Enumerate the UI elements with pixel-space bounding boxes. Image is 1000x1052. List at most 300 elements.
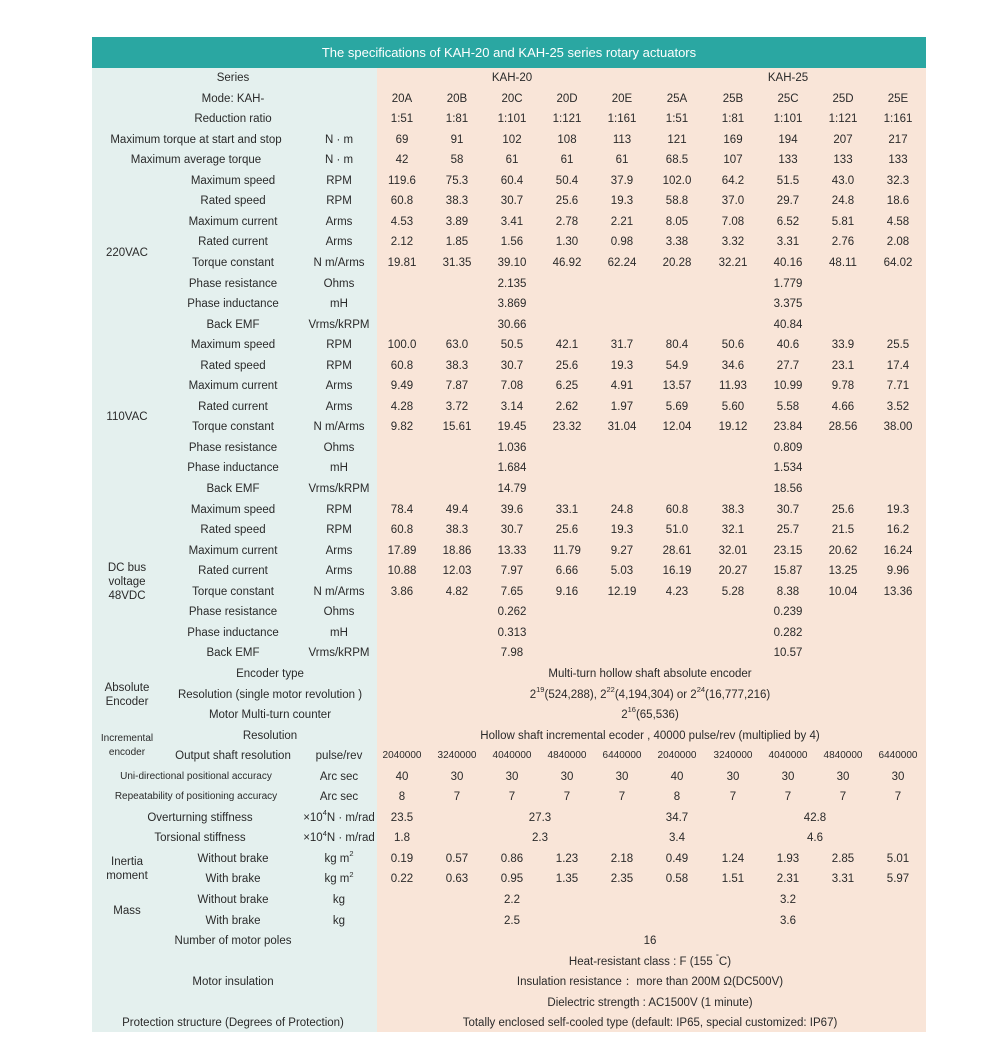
value-cell: 38.00 xyxy=(883,421,913,434)
value-cell: 1.23 xyxy=(555,852,579,865)
value-cell: 13.33 xyxy=(497,544,527,557)
value-cell: 0.809 xyxy=(773,441,803,454)
value-cell: 1.534 xyxy=(773,462,803,475)
value-cell: 2.76 xyxy=(831,236,855,249)
value-cell: 24.8 xyxy=(610,503,634,516)
unit-cell: RPM xyxy=(326,524,352,537)
value-cell: 3.31 xyxy=(776,236,800,249)
value-cell: 19.81 xyxy=(387,256,417,269)
param-label: Maximum current xyxy=(188,544,278,557)
value-cell: 19.3 xyxy=(610,195,634,208)
value-cell: 7.08 xyxy=(721,215,745,228)
param-label: Without brake xyxy=(197,852,269,865)
value-cell: 64.2 xyxy=(721,174,745,187)
heat-class-value xyxy=(490,952,810,972)
value-cell: 30 xyxy=(836,770,850,783)
value-cell: 1.779 xyxy=(773,277,803,290)
value-cell: 51.5 xyxy=(776,174,800,187)
spec-table xyxy=(92,37,926,1032)
value-cell: 19.3 xyxy=(886,503,910,516)
value-cell: 25.6 xyxy=(555,359,579,372)
value-cell: 15.61 xyxy=(442,421,472,434)
value-cell: 4.66 xyxy=(831,400,855,413)
value-cell: 100.0 xyxy=(387,339,417,352)
value-cell: 21.5 xyxy=(831,524,855,537)
exponent: 4 xyxy=(322,828,327,838)
model-name: 25C xyxy=(777,92,799,105)
param-label: Torque constant xyxy=(192,421,274,434)
value-cell: 7.98 xyxy=(500,647,524,660)
param-label: Back EMF xyxy=(206,318,260,331)
unit-cell: Arms xyxy=(325,236,353,249)
value-cell: 3.86 xyxy=(390,585,414,598)
value-cell: 34.7 xyxy=(665,811,689,824)
value-cell: 30 xyxy=(781,770,795,783)
value-cell: 1.036 xyxy=(497,441,527,454)
value-cell: 60.8 xyxy=(390,359,414,372)
value-cell: 2040000 xyxy=(382,750,422,762)
value-cell: 30 xyxy=(450,770,464,783)
value-cell: 3.52 xyxy=(886,400,910,413)
value-cell: 4.6 xyxy=(807,832,823,845)
absolute-encoder-label: Absolute Encoder xyxy=(104,681,150,708)
value-cell: 217 xyxy=(888,133,908,146)
value-cell: 38.3 xyxy=(445,195,469,208)
text-part: (16,777,216) xyxy=(705,688,771,701)
stiffness-label: Torsional stiffness xyxy=(154,832,246,845)
value-cell: 2.62 xyxy=(555,400,579,413)
param-label: Phase inductance xyxy=(187,298,279,311)
value-cell: 61 xyxy=(615,154,629,167)
torque-label: Maximum torque at start and stop xyxy=(110,133,282,146)
unit-cell: Ohms xyxy=(323,441,355,454)
exponent: 16 xyxy=(627,705,636,715)
value-cell: 19.12 xyxy=(718,421,748,434)
value-cell: 42 xyxy=(395,154,409,167)
value-cell: 0.95 xyxy=(500,873,524,886)
value-cell: 113 xyxy=(612,133,632,146)
value-cell: 68.5 xyxy=(665,154,689,167)
value-cell: 25.5 xyxy=(886,339,910,352)
value-cell: 9.96 xyxy=(886,565,910,578)
value-cell: 5.28 xyxy=(721,585,745,598)
value-cell: 5.01 xyxy=(886,852,910,865)
value-cell: 2.31 xyxy=(776,873,800,886)
stiffness-label: Overturning stiffness xyxy=(147,811,253,824)
value-cell: 6.52 xyxy=(776,215,800,228)
motor-insulation-label: Motor insulation xyxy=(192,976,274,989)
value-cell: 1.24 xyxy=(721,852,745,865)
value-cell: 3.31 xyxy=(831,873,855,886)
unit-cell: RPM xyxy=(326,174,352,187)
model-name: 25E xyxy=(887,92,909,105)
value-cell: 42.8 xyxy=(803,811,827,824)
value-cell: 49.4 xyxy=(445,503,469,516)
value-cell: 25.7 xyxy=(776,524,800,537)
value-cell: 15.87 xyxy=(773,565,803,578)
value-cell: 13.36 xyxy=(883,585,913,598)
value-cell: 30.7 xyxy=(500,524,524,537)
value-cell: 133 xyxy=(833,154,853,167)
value-cell: 4.23 xyxy=(665,585,689,598)
value-cell: 0.63 xyxy=(445,873,469,886)
param-label: Phase inductance xyxy=(187,462,279,475)
value-cell: 25.6 xyxy=(555,195,579,208)
value-cell: 2.21 xyxy=(610,215,634,228)
text-part: 2 xyxy=(621,709,628,722)
value-cell: 40 xyxy=(395,770,409,783)
value-cell: 3.4 xyxy=(669,832,685,845)
value-cell: 48.11 xyxy=(829,256,857,269)
encoder-resolution-label: Resolution (single motor revolution ) xyxy=(177,688,363,701)
param-label: Rated speed xyxy=(200,524,266,537)
text-part: ×10 xyxy=(303,832,323,845)
value-cell: 7 xyxy=(839,791,847,804)
param-label: Phase resistance xyxy=(188,606,278,619)
unit-cell: Arms xyxy=(325,215,353,228)
value-cell: 7.87 xyxy=(445,380,469,393)
unit-cell xyxy=(304,849,374,869)
value-cell: 7 xyxy=(729,791,737,804)
output-resolution-label: Output shaft resolution xyxy=(175,750,291,763)
value-cell: 5.69 xyxy=(665,400,689,413)
param-label: Rated speed xyxy=(200,359,266,372)
value-cell: 2.135 xyxy=(497,277,527,290)
value-cell: 2.35 xyxy=(610,873,634,886)
value-cell: 30 xyxy=(505,770,519,783)
unit-cell: kg xyxy=(332,894,346,906)
value-cell: 40.16 xyxy=(773,256,803,269)
mass-label: Mass xyxy=(113,904,141,917)
value-cell: 14.79 xyxy=(497,483,527,495)
model-name: 20E xyxy=(611,92,633,105)
exponent: 2 xyxy=(349,849,354,859)
value-cell: 20.62 xyxy=(828,544,858,557)
unit-cell: N m/Arms xyxy=(313,256,365,269)
value-cell: 30 xyxy=(891,770,905,783)
value-cell: 1.684 xyxy=(497,462,527,475)
value-cell: 28.56 xyxy=(828,421,858,434)
value-cell: 40.84 xyxy=(773,318,803,331)
value-cell: 2.12 xyxy=(390,236,414,249)
value-cell: 23.5 xyxy=(390,811,414,824)
model-name: 20B xyxy=(446,92,468,105)
value-cell: 3.2 xyxy=(780,894,796,906)
value-cell: 2.5 xyxy=(504,914,520,927)
incremental-encoder-label: Incremental encoder xyxy=(100,733,154,759)
value-cell: 7 xyxy=(563,791,571,804)
insulation-resistance-value: Insulation resistance ：more than 200M Ω(DC500V) xyxy=(516,976,784,989)
encoder-type-value: Multi-turn hollow shaft absolute encoder xyxy=(548,667,752,680)
value-cell: 0.19 xyxy=(390,852,414,865)
value-cell: 10.57 xyxy=(773,647,803,660)
ratio-value: 1:121 xyxy=(828,113,858,126)
value-cell: 107 xyxy=(723,154,743,167)
value-cell: 1.30 xyxy=(555,236,579,249)
value-cell: 7 xyxy=(784,791,792,804)
value-cell: 16.19 xyxy=(662,565,692,578)
voltage-group-label: DC bus voltage 48VDC xyxy=(107,561,147,602)
incremental-resolution-value: Hollow shaft incremental ecoder , 40000 pulse/rev (multiplied by 4) xyxy=(480,729,820,742)
value-cell: 4840000 xyxy=(823,750,863,762)
value-cell: 33.1 xyxy=(555,503,579,516)
accuracy-label: Repeatability of positioning accuracy xyxy=(114,791,278,803)
unit-cell: Ohms xyxy=(323,277,355,290)
ratio-value: 1:81 xyxy=(445,113,469,126)
value-cell: 6.25 xyxy=(555,380,579,393)
value-cell: 7.65 xyxy=(500,585,524,598)
value-cell: 0.282 xyxy=(773,626,803,639)
text-part: kg m xyxy=(324,852,350,865)
torque-label: Maximum average torque xyxy=(130,154,262,167)
value-cell: 33.9 xyxy=(831,339,855,352)
unit-cell: Ohms xyxy=(323,606,355,619)
value-cell: 19.3 xyxy=(610,524,634,537)
param-label: Maximum speed xyxy=(190,503,276,516)
table-title: The specifications of KAH-20 and KAH-25 series rotary actuators xyxy=(92,37,926,68)
value-cell: 2.2 xyxy=(504,894,520,906)
unit-cell xyxy=(299,808,379,828)
value-cell: 4.28 xyxy=(390,400,414,413)
value-cell: 25.6 xyxy=(555,524,579,537)
value-cell: 23.84 xyxy=(773,421,803,434)
param-label: Maximum speed xyxy=(190,339,276,352)
value-cell: 78.4 xyxy=(390,503,414,516)
poles-value: 16 xyxy=(643,935,657,948)
value-cell: 2.78 xyxy=(555,215,579,228)
param-label: Back EMF xyxy=(206,647,260,660)
value-cell: 12.04 xyxy=(662,421,692,434)
value-cell: 133 xyxy=(778,154,798,167)
value-cell: 27.7 xyxy=(776,359,800,372)
value-cell: 18.56 xyxy=(773,483,803,495)
ratio-value: 1:161 xyxy=(883,113,913,126)
value-cell: 51.0 xyxy=(665,524,689,537)
value-cell: 54.9 xyxy=(665,359,689,372)
param-label: With brake xyxy=(205,873,261,886)
unit-cell: pulse/rev xyxy=(315,750,363,763)
value-cell: 64.02 xyxy=(883,256,913,269)
unit-cell: N · m xyxy=(324,154,354,167)
param-label: Torque constant xyxy=(192,256,274,269)
exponent: 2 xyxy=(349,869,354,879)
value-cell: 5.58 xyxy=(776,400,800,413)
value-cell: 0.22 xyxy=(390,873,414,886)
text-part: N · m/rad xyxy=(326,832,375,845)
text-part: (4,194,304) or 2 xyxy=(614,688,697,701)
unit-cell: Arms xyxy=(325,380,353,393)
param-label: Rated current xyxy=(198,236,268,249)
value-cell: 2.08 xyxy=(886,236,910,249)
text-part: (524,288), 2 xyxy=(544,688,607,701)
value-cell: 194 xyxy=(778,133,798,146)
value-cell: 34.6 xyxy=(721,359,745,372)
param-label: Rated current xyxy=(198,565,268,578)
value-cell: 75.3 xyxy=(445,174,469,187)
value-cell: 58 xyxy=(450,154,464,167)
value-cell: 7 xyxy=(508,791,516,804)
value-cell: 0.49 xyxy=(665,852,689,865)
value-cell: 3.89 xyxy=(445,215,469,228)
param-label: Maximum current xyxy=(188,215,278,228)
value-cell: 7.71 xyxy=(886,380,910,393)
value-cell: 40.6 xyxy=(776,339,800,352)
value-cell: 39.6 xyxy=(500,503,524,516)
unit-cell: N m/Arms xyxy=(313,585,365,598)
value-cell: 0.98 xyxy=(610,236,634,249)
unit-cell: RPM xyxy=(326,195,352,208)
value-cell: 9.78 xyxy=(831,380,855,393)
value-cell: 3.32 xyxy=(721,236,745,249)
value-cell: 5.60 xyxy=(721,400,745,413)
value-cell: 2.18 xyxy=(610,852,634,865)
ratio-value: 1:121 xyxy=(552,113,582,126)
unit-cell: Arc sec xyxy=(319,770,359,783)
value-cell: 9.27 xyxy=(610,544,634,557)
value-cell: 28.61 xyxy=(662,544,692,557)
value-cell: 42.1 xyxy=(555,339,579,352)
value-cell: 30 xyxy=(615,770,629,783)
value-cell: 46.92 xyxy=(552,256,582,269)
value-cell: 11.93 xyxy=(719,380,747,393)
value-cell: 39.10 xyxy=(497,256,527,269)
value-cell: 8.38 xyxy=(776,585,800,598)
protection-value: Totally enclosed self-cooled type (default: IP65, special customized: IP67) xyxy=(462,1017,838,1030)
value-cell: 12.03 xyxy=(442,565,472,578)
value-cell: 16.24 xyxy=(883,544,913,557)
unit-cell: Arc sec xyxy=(319,791,359,804)
value-cell: 2040000 xyxy=(657,750,697,762)
value-cell: 17.4 xyxy=(886,359,910,372)
value-cell: 31.7 xyxy=(610,339,634,352)
unit-cell: Vrms/kRPM xyxy=(308,483,370,495)
value-cell: 20.27 xyxy=(718,565,748,578)
text-part: kg m xyxy=(324,873,350,886)
value-cell: 32.21 xyxy=(718,256,748,269)
value-cell: 0.239 xyxy=(773,606,803,619)
value-cell: 0.86 xyxy=(500,852,524,865)
unit-cell: RPM xyxy=(326,503,352,516)
value-cell: 13.57 xyxy=(662,380,692,393)
value-cell: 207 xyxy=(833,133,853,146)
unit-cell: mH xyxy=(330,626,348,639)
param-label: Back EMF xyxy=(206,483,260,495)
value-cell: 4040000 xyxy=(768,750,808,762)
series-kah25: KAH-25 xyxy=(767,72,809,84)
value-cell: 38.3 xyxy=(445,359,469,372)
value-cell: 3240000 xyxy=(713,750,753,762)
model-name: 20C xyxy=(501,92,523,105)
value-cell: 11.79 xyxy=(553,544,581,557)
value-cell: 102.0 xyxy=(662,174,692,187)
value-cell: 1.97 xyxy=(610,400,634,413)
series-label: Series xyxy=(216,72,250,84)
exponent: 4 xyxy=(322,807,327,817)
mode-label: Mode: KAH- xyxy=(201,92,265,105)
value-cell: 12.19 xyxy=(607,585,637,598)
value-cell: 7 xyxy=(618,791,626,804)
model-name: 20D xyxy=(556,92,578,105)
value-cell: 9.16 xyxy=(555,585,579,598)
unit-cell: kg xyxy=(332,914,346,927)
param-label: With brake xyxy=(205,914,261,927)
value-cell: 169 xyxy=(723,133,743,146)
value-cell: 61 xyxy=(505,154,519,167)
value-cell: 0.313 xyxy=(497,626,527,639)
value-cell: 133 xyxy=(888,154,908,167)
value-cell: 30.7 xyxy=(500,359,524,372)
unit-cell: mH xyxy=(330,462,348,475)
value-cell: 8 xyxy=(673,791,681,804)
value-cell: 23.1 xyxy=(831,359,855,372)
value-cell: 10.88 xyxy=(387,565,417,578)
value-cell: 1.93 xyxy=(776,852,800,865)
value-cell: 5.81 xyxy=(831,215,855,228)
value-cell: 6440000 xyxy=(602,750,642,762)
value-cell: 25.6 xyxy=(831,503,855,516)
exponent: 22 xyxy=(606,684,615,694)
unit-cell xyxy=(304,869,374,889)
param-label: Rated speed xyxy=(200,195,266,208)
text-part: ×10 xyxy=(303,811,323,824)
ratio-value: 1:101 xyxy=(497,113,527,126)
value-cell: 60.8 xyxy=(665,503,689,516)
value-cell: 31.04 xyxy=(607,421,637,434)
unit-cell xyxy=(299,828,379,848)
accuracy-label: Uni-directional positional accuracy xyxy=(120,770,272,782)
value-cell: 8 xyxy=(398,791,406,804)
param-label: Maximum speed xyxy=(190,174,276,187)
value-cell: 5.97 xyxy=(886,873,910,886)
value-cell: 62.24 xyxy=(607,256,637,269)
ratio-label: Reduction ratio xyxy=(194,113,272,126)
value-cell: 19.45 xyxy=(497,421,527,434)
value-cell: 27.3 xyxy=(528,811,552,824)
param-label: Rated current xyxy=(198,400,268,413)
value-cell: 61 xyxy=(560,154,574,167)
value-cell: 0.58 xyxy=(665,873,689,886)
unit-cell: Arms xyxy=(325,544,353,557)
model-name: 25B xyxy=(722,92,744,105)
value-cell: 6440000 xyxy=(878,750,918,762)
unit-cell: N m/Arms xyxy=(313,421,365,434)
value-cell: 0.57 xyxy=(445,852,469,865)
value-cell: 6.66 xyxy=(555,565,579,578)
ratio-value: 1:51 xyxy=(665,113,689,126)
unit-cell: Vrms/kRPM xyxy=(308,647,370,660)
value-cell: 8.05 xyxy=(665,215,689,228)
value-cell: 32.1 xyxy=(721,524,745,537)
value-cell: 18.86 xyxy=(442,544,472,557)
value-cell: 30.66 xyxy=(497,318,527,331)
param-label: Without brake xyxy=(197,894,269,906)
value-cell: 38.3 xyxy=(445,524,469,537)
value-cell: 121 xyxy=(667,133,687,146)
value-cell: 3.41 xyxy=(500,215,524,228)
exponent: 24 xyxy=(696,684,706,694)
param-label: Torque constant xyxy=(192,585,274,598)
value-cell: 3.72 xyxy=(445,400,469,413)
text-part: Heat-resistant class : F (155 xyxy=(568,955,716,968)
value-cell: 32.3 xyxy=(886,174,910,187)
param-label: Phase inductance xyxy=(187,626,279,639)
value-cell: 13.25 xyxy=(828,565,858,578)
value-cell: 108 xyxy=(557,133,577,146)
model-name: 25D xyxy=(832,92,854,105)
value-cell: 60.8 xyxy=(390,524,414,537)
value-cell: 37.9 xyxy=(610,174,634,187)
value-cell: 30.7 xyxy=(500,195,524,208)
